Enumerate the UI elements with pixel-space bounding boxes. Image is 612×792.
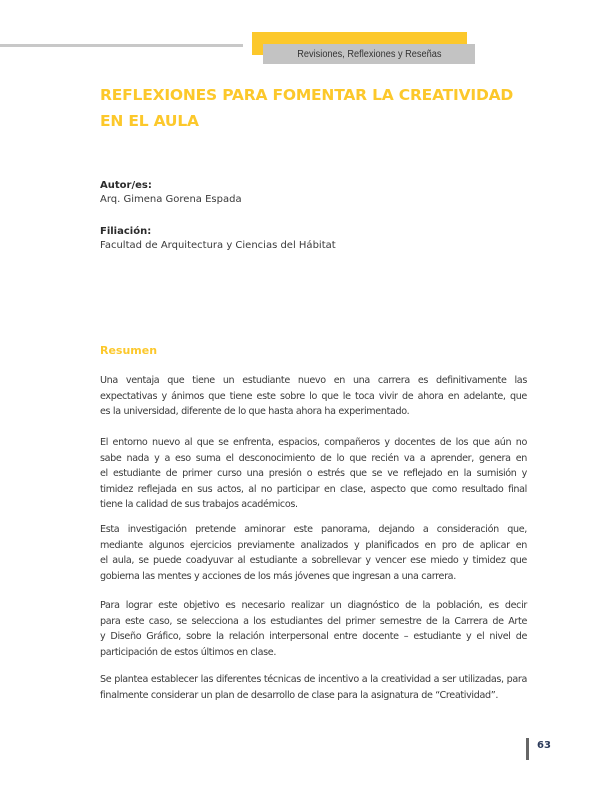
title-line: REFLEXIONES PARA FOMENTAR LA CREATIVIDAD	[100, 86, 514, 104]
page-number-bar	[526, 738, 529, 760]
paragraph-line: tiene la calidad de sus trabajos académicos.	[100, 499, 298, 511]
paragraph-line: El entorno nuevo al que se enfrenta, espacios, compañeros y docentes de los que aún no	[100, 437, 527, 448]
abstract-paragraph	[100, 672, 527, 703]
paragraph-line: para este caso, se selecciona a los estudiantes del primer semestre de la Carrera de Arte	[100, 615, 527, 627]
affiliation-label: Filiación:	[100, 226, 152, 237]
paragraph-line: participación de estos últimos en clase.	[100, 646, 277, 658]
paragraph-line: sabe nada y a eso suma el desconocimiento de lo que recién va a aprender, genera en	[100, 452, 527, 464]
paragraph-line: timidez reflejada en sus actos, al no participar en clase, aspecto que como resultado final	[100, 483, 527, 495]
paragraph-line: expectativas y ánimos que tiene este sobre lo que le toca vivir de ahora en adelante, que	[100, 390, 527, 402]
page-number: 63	[537, 740, 551, 751]
paragraph-line: el aula, se puede coadyuvar al estudiante a sobrellevar y vencer ese miedo y timidez que	[100, 555, 527, 567]
paragraph-line: mediante algunos ejercicios previamente analizados y planificados en pro de aplicar en	[100, 539, 527, 551]
author-label: Autor/es:	[100, 180, 152, 191]
section-tab	[263, 44, 475, 64]
abstract-heading: Resumen	[100, 344, 158, 357]
author-value: Arq. Gimena Gorena Espada	[100, 194, 242, 205]
title-line: EN EL AULA	[100, 112, 199, 130]
paragraph-line: el estudiante de primer curso una presión o estrés que se ve reflejado en la sumisión y	[100, 468, 527, 480]
paragraph-line: finalmente considerar un plan de desarrollo de clase para la asignatura de “Creatividad”.	[100, 689, 499, 701]
article-title	[100, 82, 540, 134]
paragraph-line: es la universidad, diferente de lo que hasta ahora ha experimentado.	[100, 406, 410, 418]
header-rule	[0, 44, 243, 47]
abstract-paragraph	[100, 598, 527, 660]
paragraph-line: Una ventaja que tiene un estudiante nuevo en una carrera es definitivamente las	[100, 375, 527, 386]
section-label: Revisiones, Reflexiones y Reseñas	[296, 48, 442, 60]
paragraph-line: y Diseño Gráfico, sobre la relación interpersonal entre docente – estudiante y el nivel de	[100, 631, 527, 643]
abstract-paragraph	[100, 522, 527, 584]
paragraph-line: Esta investigación pretende aminorar este panorama, dejando a consideración que,	[100, 524, 527, 535]
affiliation-block	[100, 225, 336, 253]
abstract-paragraph	[100, 373, 527, 420]
abstract-paragraph	[100, 435, 527, 513]
author-block	[100, 179, 242, 207]
affiliation-value: Facultad de Arquitectura y Ciencias del Hábitat	[100, 240, 336, 251]
paragraph-line: Se plantea establecer las diferentes técnicas de incentivo a la creatividad a ser utilizadas, para	[100, 674, 527, 685]
paragraph-line: gobierna las mentes y acciones de los más jóvenes que ingresan a una carrera.	[100, 570, 456, 582]
paragraph-line: Para lograr este objetivo es necesario realizar un diagnóstico de la población, es decir	[100, 600, 527, 611]
